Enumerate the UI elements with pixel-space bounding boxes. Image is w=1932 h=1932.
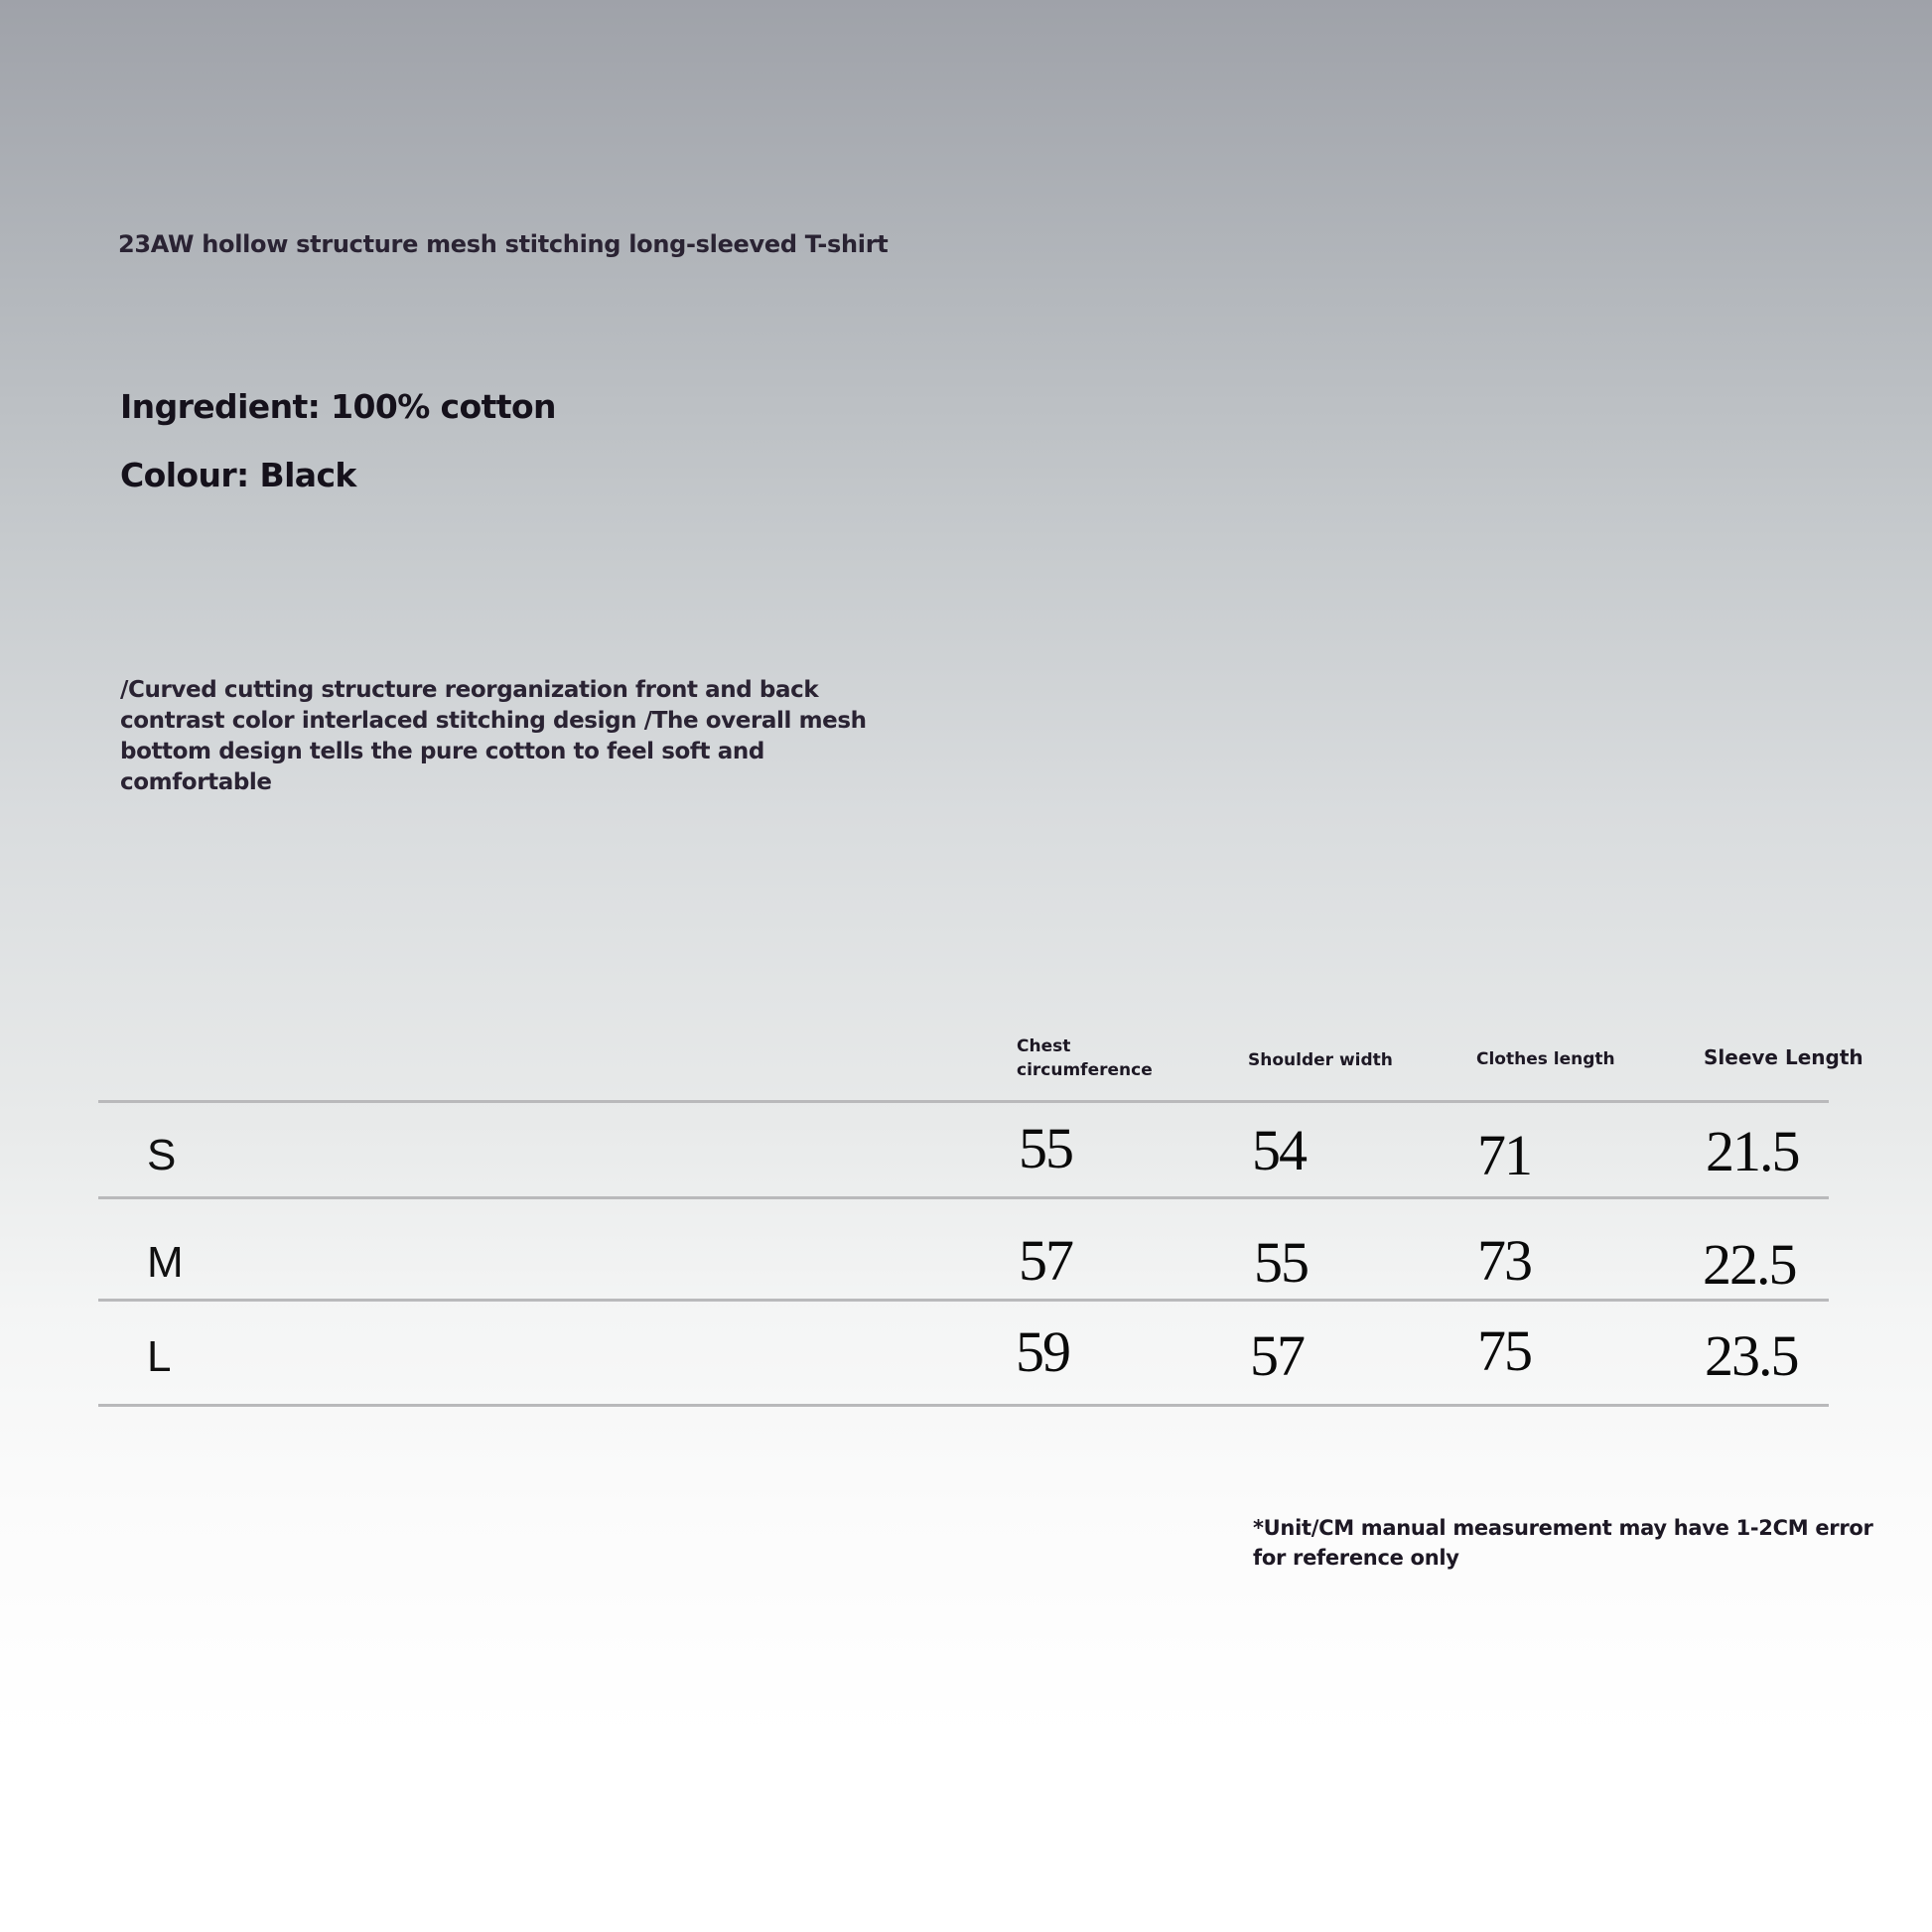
size-label-m: M	[147, 1238, 184, 1287]
cell-l-clothes: 75	[1477, 1318, 1531, 1383]
table-rule-2	[98, 1299, 1829, 1302]
header-chest-circumference	[1017, 1035, 1153, 1082]
header-clothes-length: Clothes length	[1476, 1049, 1615, 1069]
header-shoulder-width: Shoulder width	[1248, 1050, 1393, 1070]
ingredient-text: Ingredient: 100% cotton	[120, 387, 556, 426]
cell-m-clothes: 73	[1477, 1228, 1531, 1293]
cell-l-chest: 59	[1016, 1319, 1069, 1384]
cell-s-chest: 55	[1019, 1116, 1072, 1180]
cell-l-sleeve: 23.5	[1705, 1323, 1798, 1388]
cell-m-chest: 57	[1019, 1228, 1072, 1293]
cell-s-sleeve: 21.5	[1706, 1119, 1799, 1183]
cell-l-shoulder: 57	[1250, 1323, 1304, 1388]
size-label-l: L	[147, 1332, 172, 1381]
table-rule-1	[98, 1196, 1829, 1199]
table-rule-top	[98, 1100, 1829, 1103]
header-chest-line1: Chest	[1017, 1036, 1071, 1056]
header-sleeve-length: Sleeve Length	[1704, 1045, 1863, 1069]
product-description: /Curved cutting structure reorganization front and back contrast color interlaced stitching design /The overall mesh bottom design tells the pure cotton to feel soft and comfortable	[120, 677, 867, 795]
cell-m-sleeve: 22.5	[1703, 1232, 1796, 1297]
product-title: 23AW hollow structure mesh stitching long-sleeved T-shirt	[118, 230, 889, 258]
header-chest-line2: circumference	[1017, 1060, 1153, 1080]
table-rule-bottom	[98, 1404, 1829, 1407]
measurement-note: *Unit/CM manual measurement may have 1-2CM error for reference only	[1253, 1516, 1873, 1570]
cell-m-shoulder: 55	[1254, 1230, 1308, 1295]
cell-s-shoulder: 54	[1252, 1118, 1306, 1182]
cell-s-clothes: 71	[1477, 1123, 1531, 1187]
size-label-s: S	[147, 1131, 177, 1179]
colour-text: Colour: Black	[120, 456, 356, 494]
